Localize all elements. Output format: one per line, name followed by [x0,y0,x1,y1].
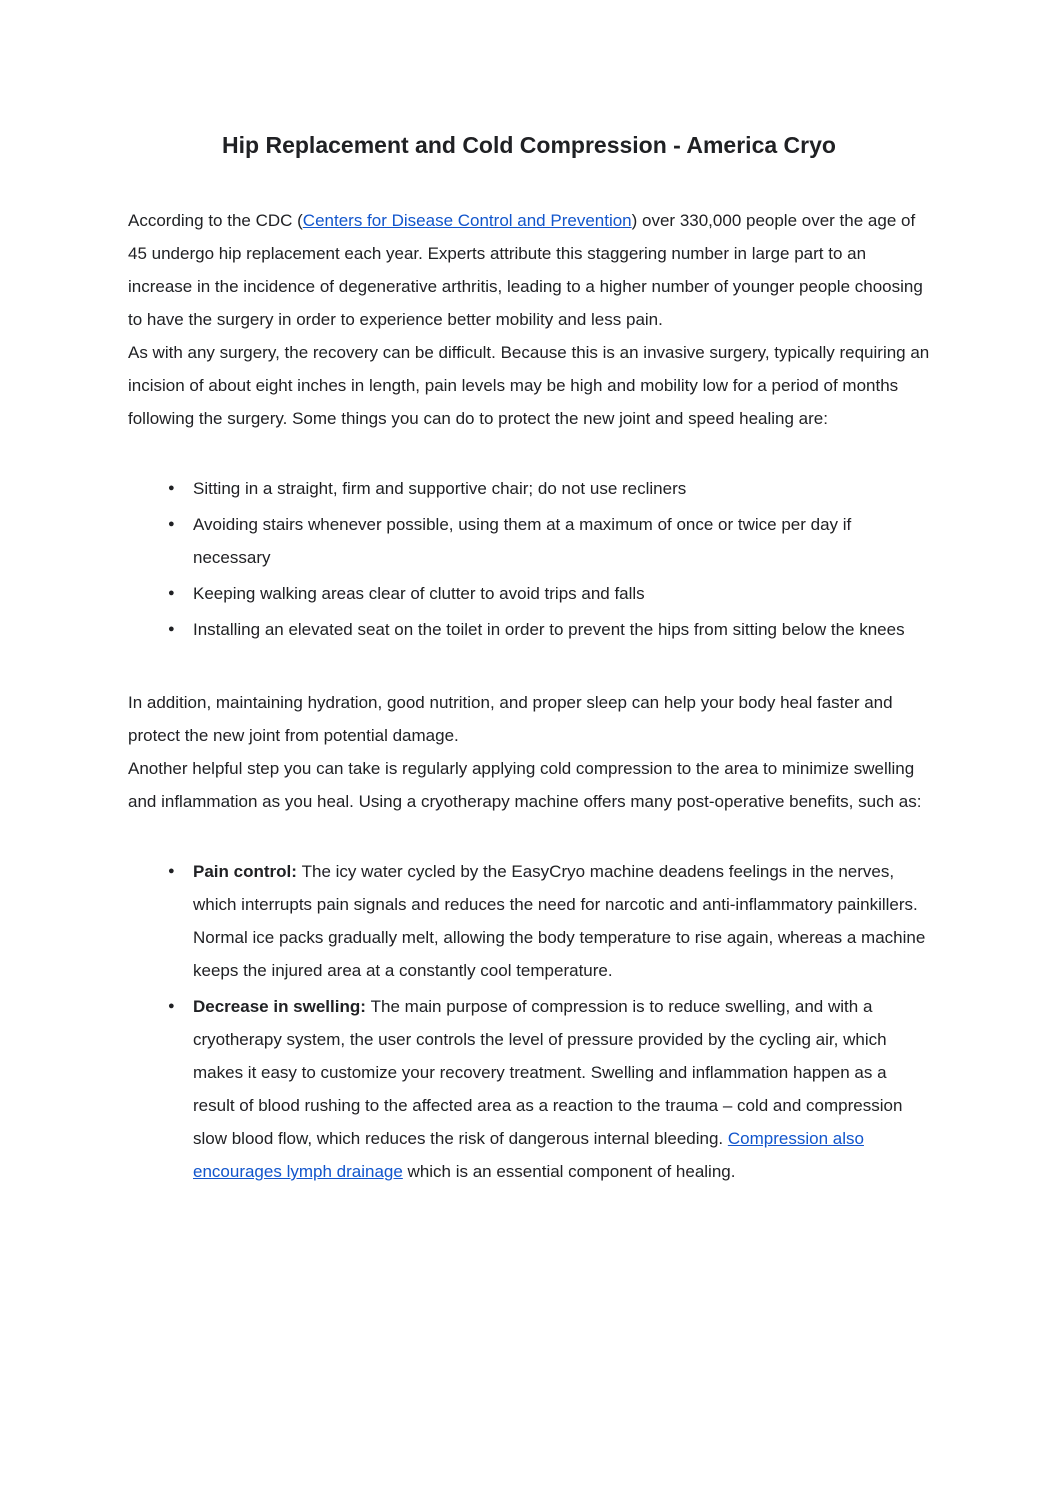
bullet-icon: ● [168,1000,175,1012]
list-item [168,613,930,646]
paragraph-text: ) over 330,000 people over the age of 45 undergo hip replacement each year. Experts attribute this staggering number in large part to an increase in the incidence of degenerative arthritis, leading to a higher number of younger people choosing to have the surgery in order to experience better mobility and less pain. [128,211,923,329]
paragraph [128,336,930,435]
paragraph-text: As with any surgery, the recovery can be difficult. Because this is an invasive surgery, typically requiring an incision of about eight inches in length, pain levels may be high and mobility low for a period of months following the surgery. Some things you can do to protect the new joint and speed healing are: [128,343,930,428]
list-item-body [193,508,930,574]
list-item [168,855,930,987]
bullet-icon: ● [168,518,175,530]
paragraph-spacer [128,649,930,686]
document-body [128,204,930,1188]
list-item-text: Avoiding stairs whenever possible, using them at a maximum of once or twice per day if necessary [193,515,852,567]
bullet-list [128,472,930,646]
list-item-body [193,990,930,1188]
list-item-text: The main purpose of compression is to reduce swelling, and with a cryotherapy system, the user controls the level of pressure provided by the cycling air, which makes it easy to customize your recovery treatment. Swelling and inflammation happen as a result of blood rushing to the affected area as a reaction to the trauma – cold and compression slow blood flow, which reduces the risk of dangerous internal bleeding. [193,997,903,1148]
list-item-text: Pain control: [193,862,302,881]
list-item-link[interactable]: Compression also encourages lymph drainage [193,1129,864,1181]
paragraph-text: Another helpful step you can take is regularly applying cold compression to the area to minimize swelling and inflammation as you heal. Using a cryotherapy machine offers many post-operative benefits, such as: [128,759,922,811]
list-item-text: Installing an elevated seat on the toilet in order to prevent the hips from sitting below the knees [193,620,905,639]
bullet-icon: ● [168,482,175,494]
paragraph-text: In addition, maintaining hydration, good nutrition, and proper sleep can help your body heal faster and protect the new joint from potential damage. [128,693,893,745]
list-item-text: which is an essential component of healing. [402,1162,736,1181]
paragraph [128,752,930,818]
list-item-text: The icy water cycled by the EasyCryo machine deadens feelings in the nerves, which interrupts pain signals and reduces the need for narcotic and anti-inflammatory painkillers. Normal ice packs gradually melt, allowing the body temperature to rise again, whereas a machine keeps the injured area at a constantly cool temperature. [193,862,926,980]
paragraph [128,686,930,752]
list-item [168,577,930,610]
list-item-body [193,472,930,505]
bullet-list [128,855,930,1188]
paragraph [128,204,930,336]
bullet-icon: ● [168,623,175,635]
paragraph-spacer [128,818,930,855]
list-item-text: Decrease in swelling: [193,997,371,1016]
list-item [168,472,930,505]
document-title: Hip Replacement and Cold Compression - America Cryo [222,132,836,158]
paragraph-link[interactable]: Centers for Disease Control and Prevention [302,211,632,230]
list-item [168,508,930,574]
list-item-text: Keeping walking areas clear of clutter to avoid trips and falls [193,584,645,603]
list-item-body [193,577,930,610]
bullet-icon: ● [168,865,175,877]
bullet-icon: ● [168,587,175,599]
list-item-text: Sitting in a straight, firm and supportive chair; do not use recliners [193,479,687,498]
paragraph-spacer [128,435,930,472]
list-item-body [193,855,930,987]
list-item-body [193,613,930,646]
list-item [168,990,930,1188]
paragraph-text: According to the CDC ( [128,211,303,230]
